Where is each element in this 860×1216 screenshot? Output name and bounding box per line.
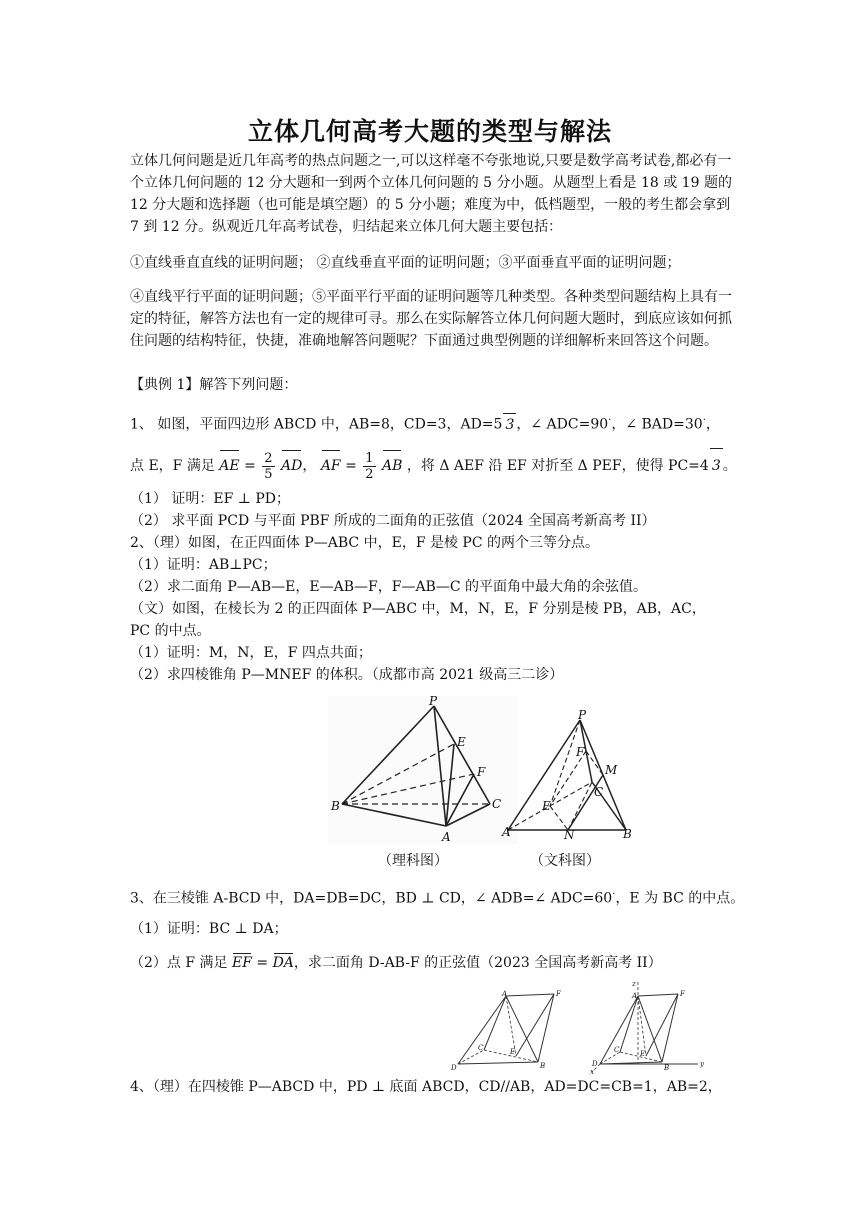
q1-sub-2: （2） 求平面 PCD 与平面 PBF 所成的二面角的正弦值（2024 全国高考新高考 II） [130,513,656,529]
tetrahedron-figure-wen [502,708,636,842]
label-x: x [590,1068,594,1076]
label-D: D [451,1064,457,1072]
label-E: E [542,799,551,813]
label-F: F [576,745,585,759]
label-B: B [623,827,632,841]
label-B: B [664,1064,670,1072]
label-C: C [492,797,502,811]
sqrt-3: 3 [503,413,516,436]
label-y: y [700,1060,704,1068]
q2-line-1: 2、（理）如图，在正四面体 P—ABC 中，E，F 是棱 PC 的两个三等分点。 [130,535,600,551]
vector-DA: DA [273,952,294,974]
q2-wen-sub-1: （1）证明：M，N，E，F 四点共面； [130,645,372,661]
label-N: N [564,828,575,842]
label-A: A [442,830,451,844]
q2-sub-1: （1）证明：AB⊥PC； [130,557,277,573]
tetrahedron-figure-li [328,696,518,844]
q2-wen-line-1: （文）如图，在棱长为 2 的正四面体 P—ABC 中，M，N，E，F 分别是棱 PB，AB，AC， [130,601,706,617]
label-A: A [632,992,638,1000]
label-F: F [680,990,685,998]
vector-EF: EF [232,952,252,974]
q2-wen-sub-2: （2）求四棱锥角 P—MNEF 的体积。（成都市高 2021 级高三二诊） [130,667,564,683]
q1-line-2: 点 E，F 满足 AE = $\frac{2}{5}$ AD， AF = $\frac{1}{2}$ AB ，将 Δ AEF 沿 EF 对折至 Δ PEF，使得 PC=4 3 。 [130,448,737,483]
intro-paragraph: 立体几何问题是近几年高考的热点问题之一,可以这样毫不夸张地说,只要是数学高考试卷,都必有一个立体几何问题的 12 分大题和一到两个立体几何问题的 5 分小题。从题型上看是 18 或 19 题的 12 分大题和选择题（也可能是填空题）的 5 分小题；难度为中，低档题型，一般的考生都会拿到 7 到 12 分。纵观近几年高考试卷，归结起来立体几何大题主要包括： [130,153,732,235]
vector-AF: AF [321,449,341,483]
page-title: 立体几何高考大题的类型与解法 [247,117,612,146]
label-A: A [502,825,511,839]
label-B: B [331,799,340,813]
q3-line-1: 3、在三棱锥 A-BCD 中，DA=DB=DC，BD ⊥ CD，∠ ADB=∠ ADC=60·，E 为 BC 的中点。 [130,889,745,907]
label-C: C [478,1044,484,1052]
q3-sub-2: （2）点 F 满足 EF = DA，求二面角 D-AB-F 的正弦值（2023 全国高考新高考 II） [130,952,662,974]
label-E: E [457,735,466,749]
label-P: P [429,694,438,708]
vector-AE: AE [219,449,239,483]
caption-li: （理科图） [378,853,448,869]
label-E: E [640,1050,646,1058]
q1-sub-1: （1） 证明：EF ⊥ PD； [130,491,291,507]
sqrt-3-b: 3 [710,448,723,483]
example-heading: 【典例 1】解答下列问题： [130,377,298,393]
q3-sub-1: （1）证明：BC ⊥ DA； [130,921,288,937]
q2-wen-line-2: PC 的中点。 [130,623,211,639]
q1-line-1: 1、 如图，平面四边形 ABCD 中，AB=8，CD=3，AD=5 3 ，∠ ADC=90·，∠ BAD=30·， [130,410,720,436]
label-F: F [477,765,486,779]
types-line-1: ①直线垂直直线的证明问题； ②直线垂直平面的证明问题；③平面垂直平面的证明问题； [130,255,681,271]
caption-wen: （文科图） [530,853,600,869]
label-C: C [614,1046,620,1054]
types-paragraph: ④直线平行平面的证明问题；⑤平面平行平面的证明问题等几种类型。各种类型问题结构上具有一定的特征，解答方法也有一定的规律可寻。那么在实际解答立体几何问题大题时，到底应该如何抓住问题的结构特征，快捷，准确地解答问题呢？下面通过典型例题的详细解析来回答这个问题。 [130,289,732,349]
q4-line-1: 4、（理）在四棱锥 P—ABCD 中，PD ⊥ 底面 ABCD，CD//AB，AD=DC=CB=1，AB=2， [130,1079,722,1095]
q2-sub-2: （2）求二面角 P—AB—E，E—AB—F，F—AB—C 的平面角中最大角的余弦值。 [130,579,648,595]
label-z: z [632,980,636,988]
label-F: F [556,990,561,998]
fraction-1-2: $\frac{1}{2}$ [365,450,374,482]
vector-AB: AB [382,449,402,483]
label-P: P [578,708,587,722]
pyramid-figure-right [590,978,710,1074]
fraction-2-5: $\frac{2}{5}$ [264,450,273,482]
label-D: D [592,1060,598,1068]
label-C: C [594,785,604,799]
pyramid-figure-left [450,988,570,1072]
label-A: A [502,990,508,998]
vector-AD: AD [281,449,302,483]
label-E: E [510,1048,516,1056]
label-B: B [540,1062,546,1070]
label-M: M [605,763,618,777]
